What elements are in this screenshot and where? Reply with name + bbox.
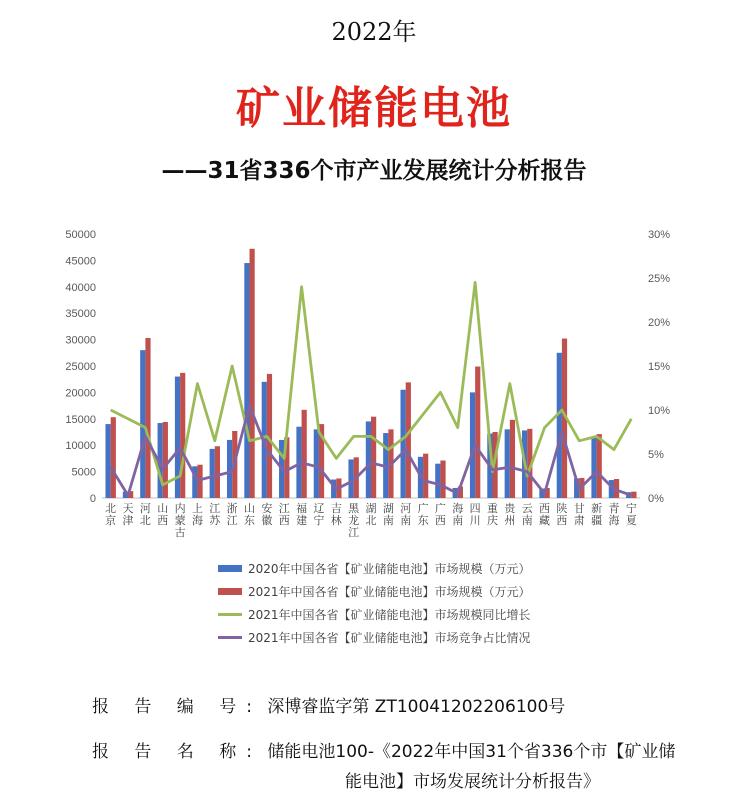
x-tick-label: 福建 bbox=[296, 502, 308, 527]
report-number-label: 报 告 编 号: bbox=[92, 697, 262, 717]
x-tick-label: 甘肃 bbox=[573, 502, 585, 527]
bar-2020 bbox=[227, 440, 232, 498]
bar-2020 bbox=[505, 429, 510, 498]
y-left-tick-label: 35000 bbox=[65, 308, 96, 321]
report-title: 矿业储能电池 bbox=[236, 83, 512, 134]
bar-2021 bbox=[510, 420, 515, 498]
bar-2021 bbox=[406, 382, 411, 498]
x-tick-label: 上海 bbox=[191, 502, 203, 527]
x-tick-label: 吉林 bbox=[330, 502, 342, 527]
report-name-label: 报 告 名 称: bbox=[92, 742, 262, 762]
report-subtitle: ——31省336个市产业发展统计分析报告 bbox=[161, 158, 587, 184]
x-tick-label: 青海 bbox=[608, 502, 620, 527]
bar-2021 bbox=[302, 410, 307, 498]
x-tick-label: 湖南 bbox=[382, 502, 394, 527]
x-tick-label: 贵州 bbox=[504, 502, 516, 527]
bar-2021 bbox=[215, 446, 220, 498]
y-right-tick-label: 25% bbox=[648, 273, 671, 285]
report-name-value-line2: 能电池】市场发展统计分析报告》 bbox=[345, 772, 600, 792]
bar-2021 bbox=[371, 417, 376, 498]
bar-2020 bbox=[105, 424, 110, 498]
market-chart bbox=[40, 210, 680, 660]
x-tick-label: 西藏 bbox=[539, 502, 551, 527]
x-tick-label: 河北 bbox=[139, 502, 151, 527]
x-tick-label: 河南 bbox=[400, 502, 412, 527]
x-tick-label: 重庆 bbox=[486, 502, 498, 527]
x-tick-label: 天津 bbox=[122, 502, 134, 527]
report-number-row bbox=[92, 692, 565, 717]
legend-swatch bbox=[218, 588, 242, 595]
x-tick-label: 山西 bbox=[157, 502, 169, 527]
legend-label: 2021年中国各省【矿业储能电池】市场规模（万元） bbox=[248, 585, 531, 599]
x-tick-label: 湖北 bbox=[365, 502, 377, 527]
y-right-tick-label: 10% bbox=[648, 405, 671, 417]
y-left-tick-label: 40000 bbox=[65, 281, 96, 294]
x-tick-label: 广西 bbox=[434, 502, 446, 527]
bar-2021 bbox=[423, 454, 428, 498]
bar-2021 bbox=[631, 492, 636, 498]
x-tick-label: 江西 bbox=[278, 502, 290, 527]
y-right-tick-label: 15% bbox=[648, 361, 671, 373]
x-tick-label: 北京 bbox=[105, 502, 117, 527]
bar-2021 bbox=[145, 338, 150, 498]
bar-2020 bbox=[591, 437, 596, 498]
y-left-tick-label: 10000 bbox=[65, 440, 96, 453]
bar-2021 bbox=[597, 434, 602, 498]
y-left-tick-label: 30000 bbox=[65, 334, 96, 347]
bar-2021 bbox=[475, 367, 480, 498]
report-year: 2022年 bbox=[331, 18, 417, 46]
y-left-tick-label: 45000 bbox=[65, 255, 96, 268]
x-tick-label: 宁夏 bbox=[625, 502, 637, 527]
legend-label: 2020年中国各省【矿业储能电池】市场规模（万元） bbox=[248, 562, 531, 576]
bar-2021 bbox=[111, 417, 116, 498]
bar-2020 bbox=[435, 464, 440, 498]
x-tick-label: 山东 bbox=[244, 502, 256, 527]
x-tick-label: 安徽 bbox=[261, 502, 273, 527]
x-tick-label: 江苏 bbox=[209, 502, 221, 527]
bar-2020 bbox=[314, 429, 319, 498]
y-right-tick-label: 5% bbox=[648, 449, 664, 461]
x-tick-label: 四川 bbox=[469, 502, 481, 527]
bar-2020 bbox=[557, 353, 562, 498]
x-tick-label: 黑龙江 bbox=[348, 502, 360, 539]
x-tick-label: 辽宁 bbox=[313, 502, 325, 527]
y-right-tick-label: 20% bbox=[648, 317, 671, 329]
bar-2020 bbox=[348, 459, 353, 498]
legend-swatch bbox=[218, 565, 242, 572]
report-name-row bbox=[92, 737, 675, 762]
bar-2020 bbox=[210, 449, 215, 498]
y-left-tick-label: 5000 bbox=[71, 466, 96, 479]
bar-2021 bbox=[180, 373, 185, 498]
legend-label: 2021年中国各省【矿业储能电池】市场规模同比增长 bbox=[248, 608, 531, 622]
report-name-value-line1: 储能电池100-《2022年中国31个省336个市【矿业储 bbox=[267, 742, 676, 762]
y-right-tick-label: 30% bbox=[648, 229, 671, 241]
x-tick-label: 广东 bbox=[417, 502, 429, 527]
bar-2021 bbox=[250, 249, 255, 498]
y-left-tick-label: 20000 bbox=[65, 387, 96, 400]
bar-2020 bbox=[401, 390, 406, 498]
bar-2020 bbox=[366, 421, 371, 498]
bar-2021 bbox=[163, 422, 168, 498]
bar-2021 bbox=[440, 461, 445, 498]
legend-label: 2021年中国各省【矿业储能电池】市场竞争占比情况 bbox=[248, 631, 531, 645]
x-tick-label: 新疆 bbox=[591, 502, 603, 527]
bar-2020 bbox=[244, 263, 249, 498]
y-right-tick-label: 0% bbox=[648, 493, 664, 505]
y-left-tick-label: 0 bbox=[89, 493, 96, 505]
x-tick-label: 云南 bbox=[521, 502, 533, 527]
x-tick-label: 浙江 bbox=[226, 502, 238, 527]
report-number-value: 深博睿监字第 ZT10041202206100号 bbox=[267, 697, 566, 717]
y-left-tick-label: 50000 bbox=[65, 229, 96, 241]
x-tick-label: 陕西 bbox=[556, 502, 568, 527]
y-left-tick-label: 25000 bbox=[65, 361, 96, 373]
y-left-tick-label: 15000 bbox=[65, 413, 96, 426]
x-tick-label: 海南 bbox=[452, 502, 464, 527]
x-tick-label: 内蒙古 bbox=[174, 502, 186, 539]
